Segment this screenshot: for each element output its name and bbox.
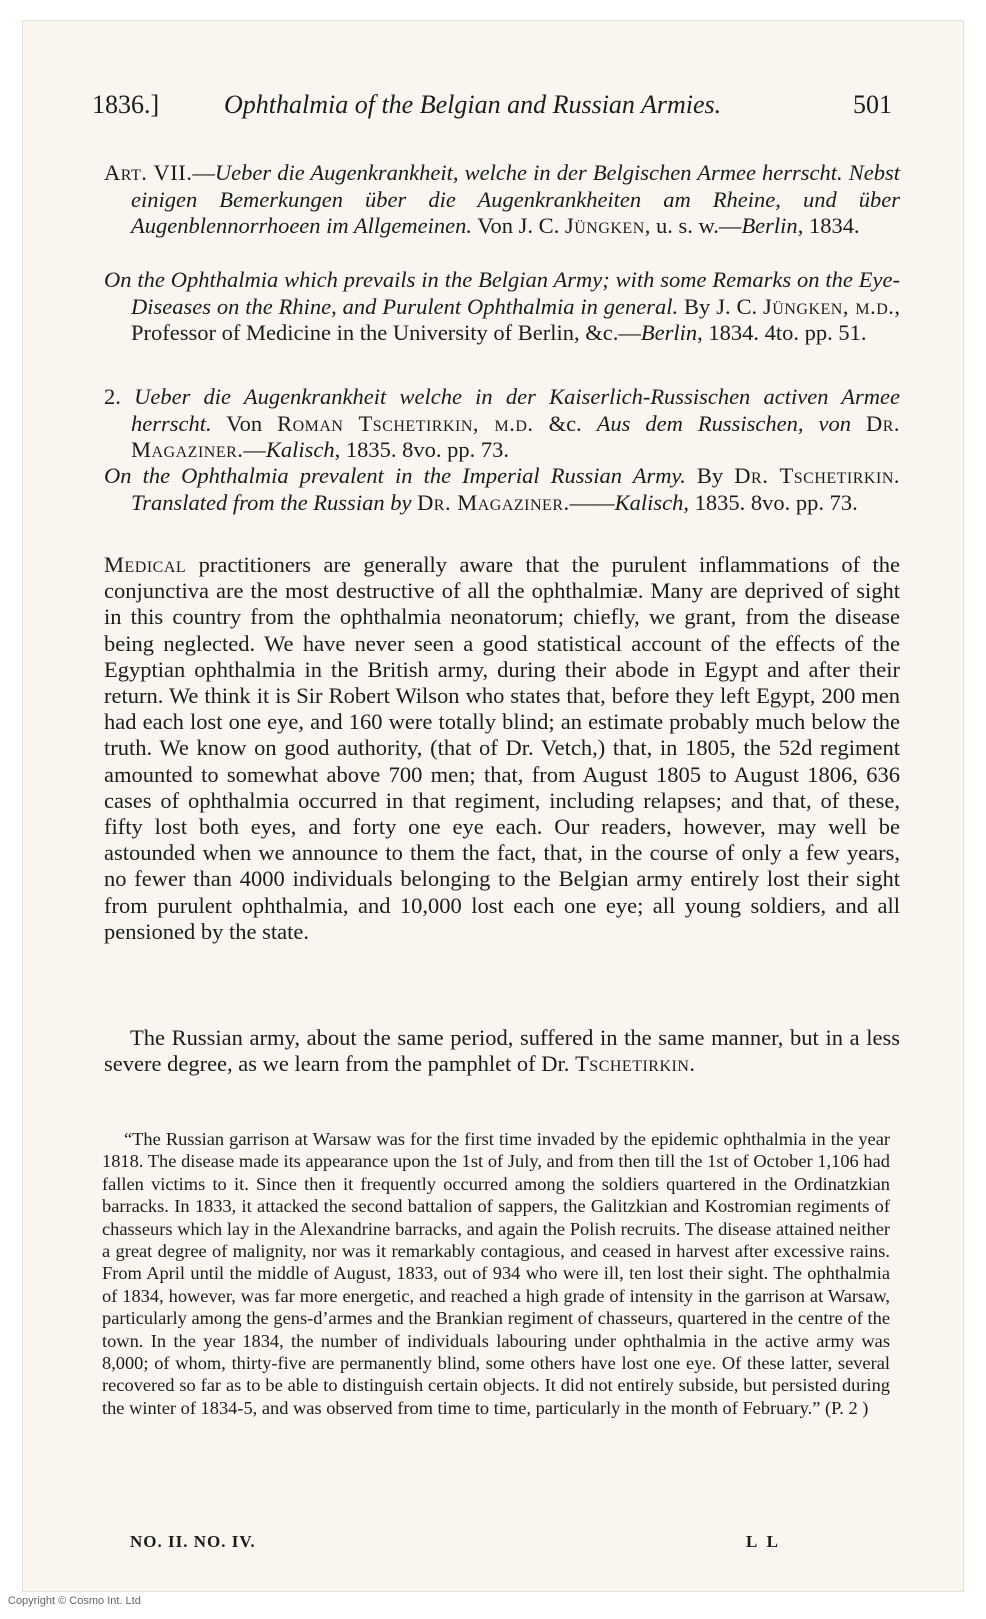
signature-mark: L L xyxy=(746,1532,781,1551)
ref1-title: Ueber die Augenkrankheit, welche in der Belgischen Armee herrscht. Nebst einigen Bemerkungen über die Augenkrankheiten am Rheine, und über Augenblennorrhoeen im Allgemeinen. xyxy=(131,160,900,238)
header-year: 1836.] xyxy=(92,90,160,119)
reference-4: On the Ophthalmia prevalent in the Imperial Russian Army. By Dr. Tschetirkin. Translated from the Russian by Dr. Magaziner.——Kalisch, 1835. 8vo. pp. 73. xyxy=(104,463,900,515)
quote-text: “The Russian garrison at Warsaw was for the first time invaded by the epidemic ophthalmia in the year 1818. The disease made its appearance upon the 1st of July, and from then till the 1st of October 1,106 had fallen victims to it. Since then it frequently occurred among the soldiers quartered in the Ordinatzkian barracks. In 1833, it attacked the second battalion of sappers, the Galitzkian and Kostromian regiments of chasseurs which lay in the Alexandrine barracks, and again the Polish recruits. The disease attained neither a great degree of malignity, nor was it remarkably contagious, and ceased in harvest after excessive rains. From April until the middle of August, 1833, out of 934 who were ill, ten lost their sight. The ophthalmia of 1834, however, was far more energetic, and reached a high grade of intensity in the garrison at Warsaw, particularly among the gens-d’armes and the Brankian regiment of chasseurs, quartered in the centre of the town. In the year 1834, the number of individuals labouring under ophthalmia in the active army was 8,000; of whom, thirty-five are permanently blind, some others have lost one eye. Of these latter, several recovered so far as to be able to distinguish certain objects. It did not entirely subside, but persisted during the winter of 1834-5, and was observed from time to time, particularly in the month of February.” (P. 2 ) xyxy=(102,1129,890,1418)
copyright-notice: Copyright © Cosmo Int. Ltd xyxy=(8,1595,141,1607)
body-paragraph-1 xyxy=(104,552,900,945)
header-title: Ophthalmia of the Belgian and Russian Armies. xyxy=(224,90,722,119)
body-paragraph-2 xyxy=(104,1025,900,1077)
ref2-author: Jüngken, m.d. xyxy=(763,293,895,319)
ref3-author: Roman Tschetirkin, m.d. xyxy=(277,410,534,436)
ref4-title: On the Ophthalmia prevalent in the Imperial Russian Army. xyxy=(104,463,686,488)
reference-1: Art. VII.—Ueber die Augenkrankheit, welche in der Belgischen Armee herrscht. Nebst einigen Bemerkungen über die Augenkrankheiten am Rheine, und über Augenblennorrhoeen im Allgemeinen. Von J. C. Jüngken, u. s. w.—Berlin, 1834. xyxy=(104,160,900,238)
signature-line: NO. II. NO. IV. xyxy=(130,1532,256,1551)
page-number: 501 xyxy=(853,90,892,119)
running-header xyxy=(92,90,892,130)
ref1-author: Jüngken xyxy=(564,213,645,238)
ref4-translator: Dr. Magaziner. xyxy=(417,489,570,515)
paragraph-1-text: practitioners are generally aware that the purulent inflammations of the conjunctiva are the most destructive of all the ophthalmiæ. Many are deprived of sight in this country from the ophthalmia neonatorum; chiefly, we grant, from the disease being neglected. We have never seen a good statistical account of the effects of the Egyptian ophthalmia in the British army, during their abode in Egypt and after their return. We think it is Sir Robert Wilson who states that, before they left Egypt, 200 men had each lost one eye, and 160 were totally blind; an estimate probably much below the truth. We know on good authority, (that of Dr. Vetch,) that, in 1805, the 52d regiment amounted to somewhat above 700 men; that, from August 1805 to August 1806, 636 cases of ophthalmia occurred in that regiment, including relapses; and that, of these, fifty lost both eyes, and forty one eye each. Our readers, however, may well be astounded when we announce to them the fact, that, in the course of only a few years, no fewer than 4000 individuals belonging to the Belgian army entirely lost their sight from purulent ophthalmia, and 10,000 lost each one eye; all young soldiers, and all pensioned by the state. xyxy=(104,552,901,944)
paragraph-lead: Medical xyxy=(104,552,187,577)
paragraph-2-text: The Russian army, about the same period, suffered in the same manner, but in a less severe degree, as we learn from the pamphlet of Dr. xyxy=(104,1025,900,1077)
ref3-number: 2. xyxy=(104,384,121,409)
ref3-title: Ueber die Augenkrankheit welche in der Kaiserlich-Russischen activen Armee herrscht. xyxy=(131,384,900,436)
reference-2: On the Ophthalmia which prevails in the Belgian Army; with some Remarks on the Eye-Diseases on the Rhine, and Purulent Ophthalmia in general. By J. C. Jüngken, m.d., Professor of Medicine in the University of Berlin, &c.—Berlin, 1834. 4to. pp. 51. xyxy=(104,267,901,345)
reference-3: 2. Ueber die Augenkrankheit welche in der Kaiserlich-Russischen activen Armee herrscht. Von Roman Tschetirkin, m.d. &c. Aus dem Russischen, von Dr. Magaziner.—Kalisch, 1835. 8vo. pp. 73. xyxy=(104,384,901,462)
paragraph-2-name: Tschetirkin. xyxy=(575,1051,696,1077)
ref4-author: Dr. Tschetirkin. xyxy=(734,463,900,488)
article-label: Art. VII. xyxy=(104,160,193,185)
block-quote xyxy=(102,1128,890,1419)
ref3-translator: Dr. Magaziner. xyxy=(131,410,901,462)
ref2-title: On the Ophthalmia which prevails in the Belgian Army; with some Remarks on the Eye-Diseases on the Rhine, and Purulent Ophthalmia in general. xyxy=(104,267,900,319)
